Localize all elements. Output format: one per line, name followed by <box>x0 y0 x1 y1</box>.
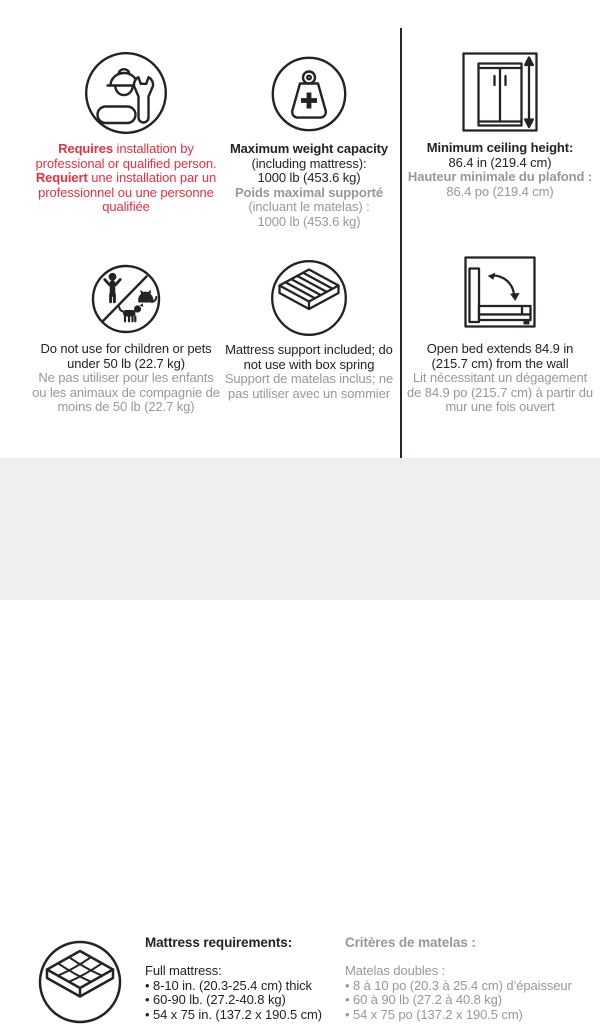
max-weight-title-en: Maximum weight capacity <box>229 141 389 156</box>
mattress-requirement-bullet-en: • 60-90 lb. (27.2-40.8 kg) <box>145 993 343 1008</box>
no-children-pets-cell <box>15 263 237 415</box>
children-line-fr: moins de 50 lb (22.7 kg) <box>57 399 195 415</box>
mattress-support-cell <box>222 258 396 401</box>
installation-text-line: professionnel ou une personne <box>38 184 214 200</box>
ceiling-line-en: 86.4 in (219.4 cm) <box>448 154 552 170</box>
mattress-requirement-bullet-fr: • 60 à 90 lb (27.2 à 40.8 kg) <box>345 993 595 1008</box>
mattress-requirement-bullet-fr: • 8 à 10 po (20.3 à 25.4 cm) d’épaisseur <box>345 979 595 994</box>
installation-text-line: professional or qualified person. <box>35 155 217 171</box>
support-line-fr: pas utiliser avec un sommier <box>228 385 390 401</box>
ceiling-title-en: Minimum ceiling height: <box>426 140 574 155</box>
no-children-pets-icon <box>90 263 162 335</box>
mattress-requirements-en <box>145 936 343 1023</box>
max-weight-line-fr: 1000 lb (453.6 kg) <box>257 213 361 229</box>
mattress-requirements-panel <box>0 458 600 1023</box>
support-line-fr: Support de matelas inclus; ne <box>224 371 394 387</box>
max-weight-title-fr: Poids maximal supporté <box>234 184 384 200</box>
openbed-line-en: (215.7 cm) from the wall <box>431 355 569 371</box>
mattress-support-icon <box>269 258 349 338</box>
vertical-divider <box>400 28 402 458</box>
children-line-fr: Ne pas utiliser pour les enfants <box>38 370 214 386</box>
mattress-requirement-bullet-en: • 8-10 in. (20.3-25.4 cm) thick <box>145 979 343 994</box>
open-bed-extension-icon <box>459 251 541 333</box>
installation-text-line: Requiert une installation par un <box>35 170 217 186</box>
mattress-requirements-title-en: Mattress requirements: <box>145 935 293 950</box>
children-line-en: Do not use for children or pets <box>40 341 212 356</box>
mattress-requirement-bullet-en: • 54 x 75 in. (137.2 x 190.5 cm) <box>145 1008 343 1023</box>
support-line-en: not use with box spring <box>243 356 375 372</box>
mattress-icon <box>36 938 124 1026</box>
max-weight-line-fr: (incluant le matelas) : <box>248 199 370 215</box>
installation-requirement-cell <box>15 50 237 215</box>
weight-capacity-icon <box>270 55 348 133</box>
ceiling-line-fr: 86.4 po (219.4 cm) <box>446 183 554 199</box>
openbed-line-fr: Lit nécessitant un dégagement <box>412 370 588 386</box>
mattress-requirements-fr <box>345 936 595 1023</box>
openbed-line-en: Open bed extends 84.9 in <box>426 341 574 356</box>
ceiling-height-cell <box>407 52 593 199</box>
open-bed-extension-cell <box>407 251 593 415</box>
children-line-en: under 50 lb (22.7 kg) <box>67 355 185 371</box>
installation-text-line: Requires installation by <box>58 141 194 156</box>
worker-wrench-icon <box>83 50 169 136</box>
openbed-line-fr: mur une fois ouvert <box>445 399 555 415</box>
support-line-en: Mattress support included; do <box>225 342 393 357</box>
mattress-requirement-bullet-fr: • 54 x 75 po (137.2 x 190.5 cm) <box>345 1008 595 1023</box>
mattress-requirements-title-fr: Critères de matelas : <box>345 935 476 950</box>
children-line-fr: ou les animaux de compagnie de <box>32 384 220 400</box>
mattress-requirements-subtitle-fr: Matelas doubles : <box>345 962 446 978</box>
mattress-requirements-subtitle-en: Full mattress: <box>145 962 222 978</box>
openbed-line-fr: de 84.9 po (215.7 cm) à partir du <box>406 384 594 400</box>
max-weight-line-en: 1000 lb (453.6 kg) <box>257 170 361 186</box>
ceiling-height-icon <box>460 52 540 132</box>
installation-text-line: qualifiée <box>102 199 150 215</box>
max-weight-line-en: (including mattress): <box>251 155 367 171</box>
max-weight-cell <box>222 55 396 230</box>
ceiling-title-fr: Hauteur minimale du plafond : <box>407 169 593 185</box>
